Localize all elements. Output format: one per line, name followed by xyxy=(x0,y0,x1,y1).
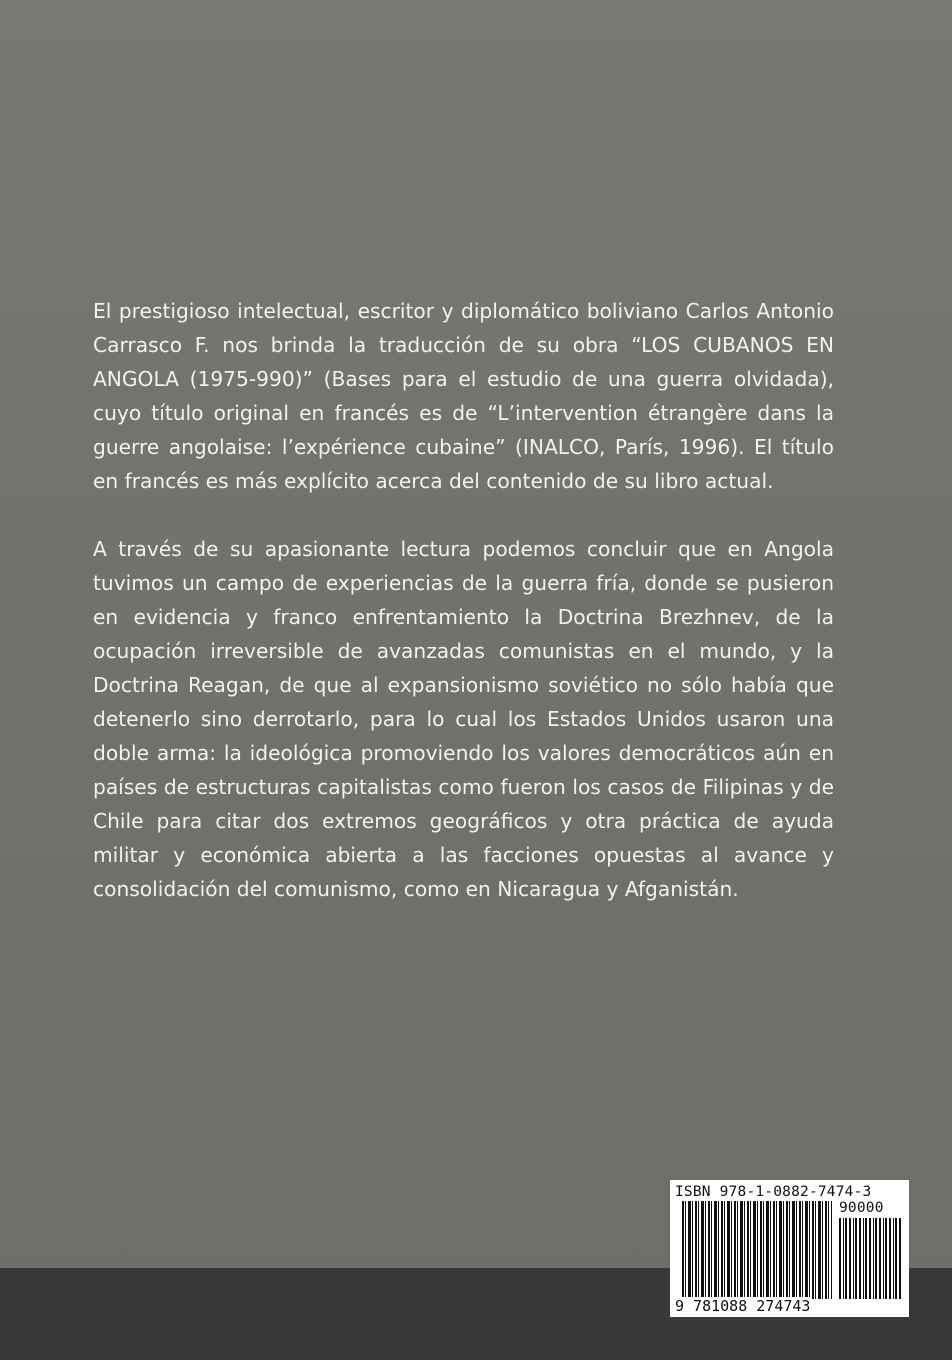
addon-barcode-bars xyxy=(839,1218,901,1299)
isbn-label: ISBN 978-1-0882-7474-3 xyxy=(675,1184,872,1200)
back-cover-text xyxy=(93,294,834,940)
price-code: 90000 xyxy=(839,1200,884,1216)
ean-barcode-bars xyxy=(682,1201,832,1299)
paragraph-2: A través de su apasionante lectura podemos concluir que en Angola tuvimos un campo de experiencias de la guerra fría, donde se pusieron en evidencia y franco enfrentamiento la Doctrina Brezhnev, de la ocupación irreversible de avanzadas comunistas en el mundo, y la Doctrina Reagan, de que al expansionismo soviético no sólo había que detenerlo sino derrotarlo, para lo cual los Estados Unidos usaron una doble arma: la ideológica promoviendo los valores democráticos aún en países de estructuras capitalistas como fueron los casos de Filipinas y de Chile para citar dos extremos geográficos y otra práctica de ayuda militar y económica abierta a las facciones opuestas al avance y consolidación del comunismo, como en Nicaragua y Afganistán. xyxy=(93,537,834,901)
ean-digits: 9 781088 274743 xyxy=(675,1297,811,1315)
isbn-barcode xyxy=(670,1180,909,1317)
paragraph-1: El prestigioso intelectual, escritor y diplomático boliviano Carlos Antonio Carrasco F. nos brinda la traducción de su obra “LOS CUBANOS EN ANGOLA (1975-990)” (Bases para el estudio de una guerra olvidada), cuyo título original en francés es de “L’intervention étrangère dans la guerre angolaise: l’expérience cubaine” (INALCO, París, 1996). El título en francés es más explícito acerca del contenido de su libro actual. xyxy=(93,299,834,493)
